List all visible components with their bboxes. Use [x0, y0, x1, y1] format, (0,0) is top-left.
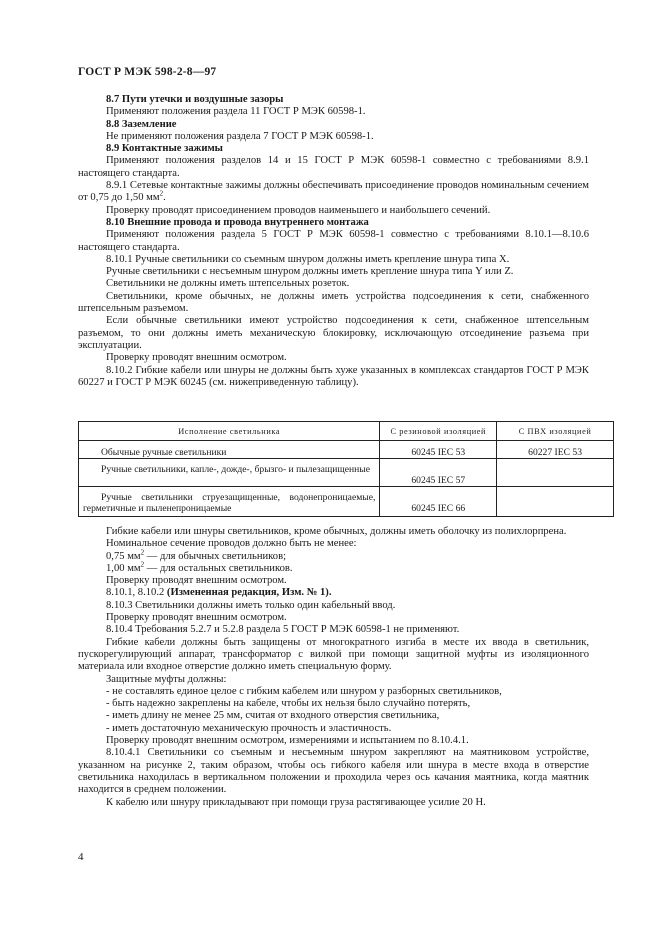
page-number: 4 [78, 851, 84, 863]
document-body-continued [78, 526, 589, 809]
table-cell-rubber: 60245 IEC 66 [380, 487, 497, 517]
paragraph: 8.10.1 Ручные светильники со съемным шнуром должны иметь крепление шнура типа X. [106, 253, 510, 265]
paragraph: Ручные светильники с несъемным шнуром должны иметь крепление шнура типа Y или Z. [106, 266, 514, 278]
paragraph: Не применяют положения раздела 7 ГОСТ Р МЭК 60598-1. [106, 130, 374, 142]
paragraph: Проверку проводят внешним осмотром. [106, 612, 287, 624]
paragraph-text: 8.10.1, 8.10.2 [106, 587, 167, 599]
table-row [79, 459, 614, 487]
document-body [78, 94, 589, 389]
paragraph [78, 560, 589, 575]
table-header-cell: С резиновой изоляцией [380, 422, 497, 441]
section-title-8-8: 8.8 Заземление [106, 118, 177, 130]
paragraph-text: — для остальных светильников. [144, 562, 293, 574]
list-item: - не составлять единое целое с гибким кабелем или шнуром у разборных светильников, [106, 685, 502, 697]
paragraph: Если обычные светильники имеют устройство подсоединения к сети, снабженное штепсельным разъемом, то они должны иметь механическую блокировку, исключающую отсоединение разъема при эксплуатации. [78, 315, 589, 351]
paragraph: 8.10.4 Требования 5.2.7 и 5.2.8 раздела 5 ГОСТ Р МЭК 60598-1 не применяют. [106, 624, 460, 636]
table-cell-type: Ручные светильники струезащищенные, водонепроницаемые, герметичные и пыленепроницаемые [79, 487, 380, 517]
paragraph: Проверку проводят внешним осмотром. [106, 575, 287, 587]
paragraph: Проверку проводят присоединением проводов наименьшего и наибольшего сечений. [106, 204, 491, 216]
table-cell-rubber: 60245 IEC 53 [380, 441, 497, 459]
paragraph: Защитные муфты должны: [106, 673, 227, 685]
table-cell-type: Обычные ручные светильники [79, 441, 380, 459]
table-row [79, 441, 614, 459]
amendment-note: (Измененная редакция, Изм. № 1). [166, 587, 332, 599]
table-header-cell: С ПВХ изоляцией [497, 422, 614, 441]
paragraph: 8.10.2 Гибкие кабели или шнуры не должны быть хуже указанных в комплексах стандартов ГОСТ Р МЭК 60227 и ГОСТ Р МЭК 60245 (см. нижеприведенную таблицу). [78, 364, 589, 388]
section-title-8-9: 8.9 Контактные зажимы [106, 143, 223, 155]
paragraph: Номинальное сечение проводов должно быть не менее: [106, 538, 357, 550]
paragraph: Применяют положения раздела 11 ГОСТ Р МЭК 60598-1. [106, 106, 366, 118]
paragraph: 8.10.3 Светильники должны иметь только один кабельный ввод. [106, 599, 396, 611]
table-cell-type: Ручные светильники, капле-, дожде-, брызго- и пылезащищенные [79, 459, 380, 487]
paragraph: Проверку проводят внешним осмотром. [106, 352, 287, 364]
paragraph-end: . [163, 192, 166, 204]
table-cell-pvc [497, 487, 614, 517]
table-row [79, 487, 614, 517]
paragraph: 8.10.4.1 Светильники со съемным и несъемным шнуром закрепляют на маятниковом устройстве, указанном на рисунке 2, таким образом, чтобы ось гибкого кабеля или шнура в месте входа в отверстие светильника находилась в вертикальном положении и проходила через ось качания маятника, когда маятник находится в среднем положении. [78, 747, 589, 796]
table-cell-pvc: 60227 IEC 53 [497, 441, 614, 459]
paragraph-text: 0,75 мм [106, 550, 141, 562]
superscript: 2 [159, 189, 164, 198]
table-header-cell: Исполнение светильника [79, 422, 380, 441]
paragraph: К кабелю или шнуру прикладывают при помощи груза растягивающее усилие 20 Н. [106, 796, 486, 808]
paragraph: Применяют положения разделов 14 и 15 ГОСТ Р МЭК 60598-1 совместно с требованиями 8.9.1 настоящего стандарта. [78, 155, 589, 179]
table-cell-pvc [497, 459, 614, 487]
paragraph-text: 1,00 мм [106, 562, 141, 574]
paragraph: Применяют положения раздела 5 ГОСТ Р МЭК 60598-1 совместно с требованиями 8.10.1—8.10.6 настоящего стандарта. [78, 229, 589, 253]
paragraph: Светильники, кроме обычных, не должны иметь устройства подсоединения к сети, снабженного штепсельным разъемом. [78, 290, 589, 315]
paragraph: Светильники не должны иметь штепсельных розеток. [106, 278, 350, 290]
paragraph: Проверку проводят внешним осмотром, измерениями и испытанием по 8.10.4.1. [106, 735, 469, 747]
list-item: - иметь длину не менее 25 мм, считая от входного отверстия светильника, [106, 710, 440, 722]
paragraph-text: 8.9.1 Сетевые контактные зажимы должны обеспечивать присоединение проводов номинальным сечением от 0,75 до 1,50 мм [78, 180, 589, 204]
paragraph-8-9-1 [78, 180, 589, 205]
superscript: 2 [140, 560, 145, 569]
paragraph-text: — для обычных светильников; [144, 550, 287, 562]
list-item: - иметь достаточную механическую прочность и эластичность. [106, 722, 392, 734]
table-header-row [79, 422, 614, 441]
cable-table [78, 421, 614, 517]
table-cell-rubber: 60245 IEC 57 [380, 459, 497, 487]
paragraph: Гибкие кабели или шнуры светильников, кроме обычных, должны иметь оболочку из полихлорпрена. [106, 526, 567, 537]
superscript: 2 [140, 548, 145, 557]
list-item: - быть надежно закреплены на кабеле, чтобы их нельзя было случайно потерять, [106, 698, 471, 710]
paragraph [78, 587, 589, 599]
section-title-8-7: 8.7 Пути утечки и воздушные зазоры [106, 94, 284, 105]
document-header: ГОСТ Р МЭК 598-2-8—97 [78, 66, 217, 78]
paragraph [78, 548, 589, 563]
section-title-8-10: 8.10 Внешние провода и провода внутреннего монтажа [106, 216, 369, 228]
paragraph: Гибкие кабели должны быть защищены от многократного изгиба в месте их ввода в светильник, пускорегулирующий аппарат, трансформатор с вилкой при помощи защитной муфты из изоляционного материала или входное отверстие должно иметь специальную форму. [78, 636, 589, 673]
